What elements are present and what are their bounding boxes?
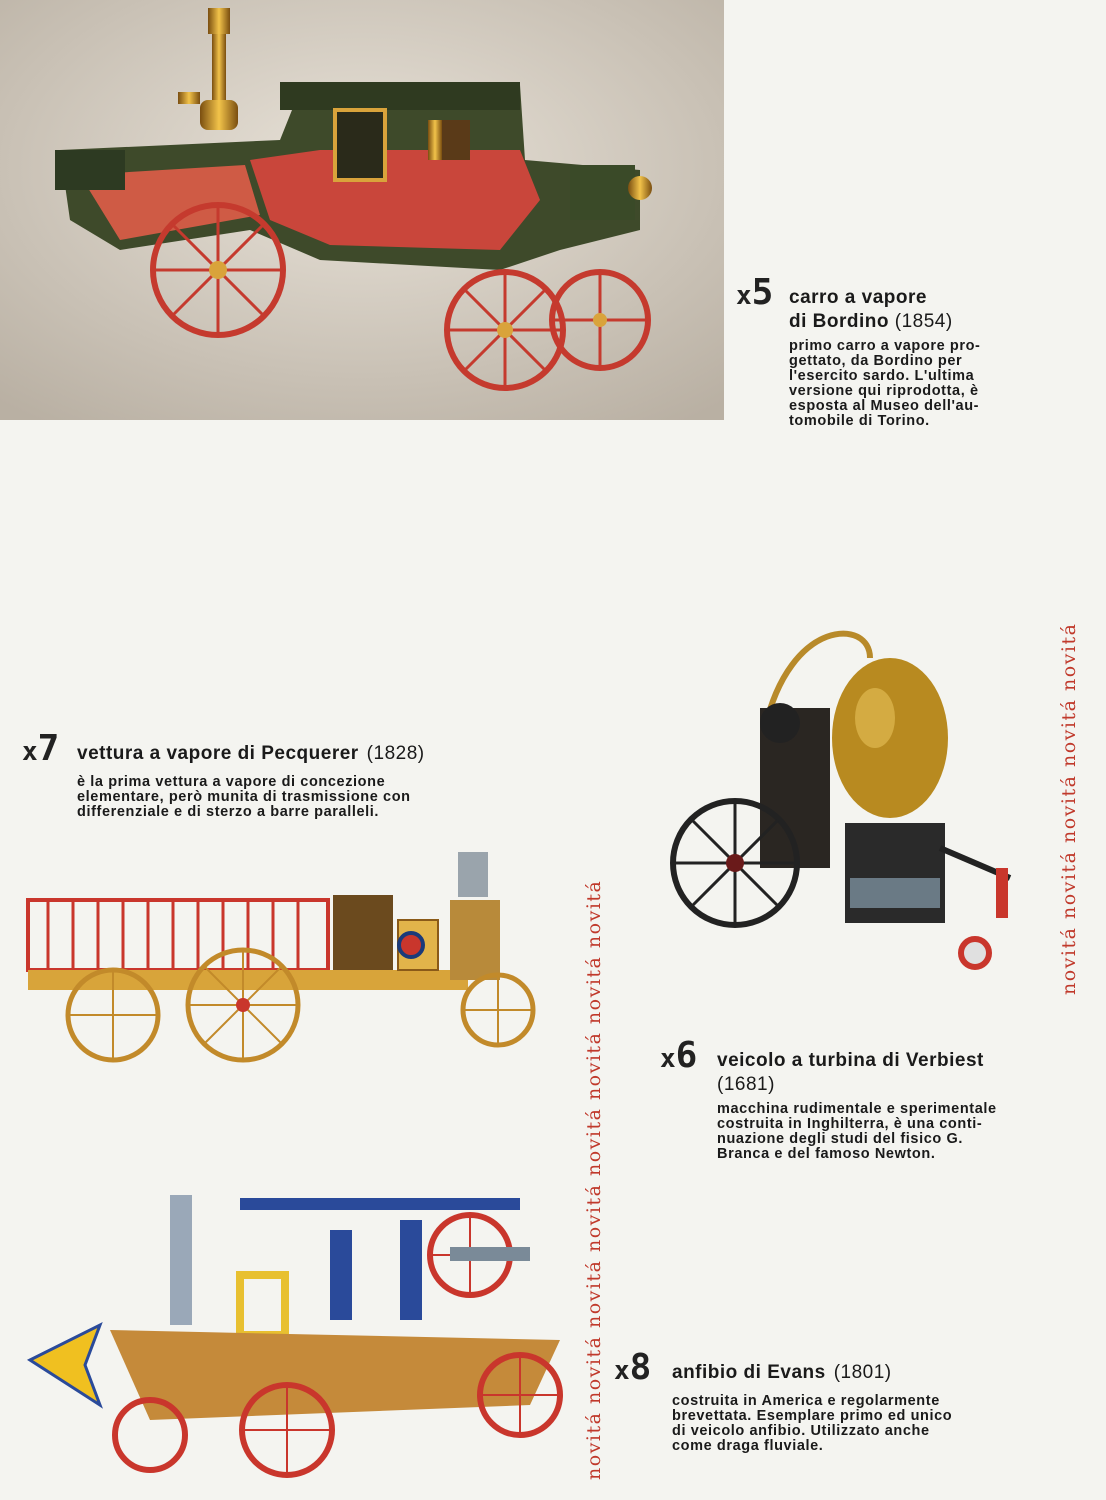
vehicle-title-line2: di Bordino <box>789 311 889 332</box>
vehicle-description <box>717 1102 1042 1162</box>
side-label-novita-right: novitá novitá novitá novitá novitá <box>1058 622 1080 995</box>
desc-line: Branca e del famoso Newton. <box>717 1146 936 1162</box>
vehicle-title: carro a vapore <box>789 287 927 308</box>
desc-line: costruita in Inghilterra, è una conti- <box>717 1116 983 1132</box>
side-label-novita-left: novitá novitá novitá novitá novitá novitá novitá novitá <box>583 879 605 1480</box>
vehicle-title: vettura a vapore di Pecquerer <box>77 743 359 764</box>
vehicle-year: (1801) <box>833 1362 892 1383</box>
code-number: 6 <box>675 1035 698 1076</box>
desc-line: elementare, però munita di trasmissione con <box>77 789 411 805</box>
caption-x8 <box>614 1347 1014 1454</box>
desc-line: nuazione degli studi del fisico G. <box>717 1131 963 1147</box>
caption-x6 <box>660 1035 1060 1162</box>
vehicle-year: (1828) <box>366 743 425 764</box>
desc-line: tomobile di Torino. <box>789 413 930 429</box>
desc-line: brevettata. Esemplare primo ed unico <box>672 1408 953 1424</box>
desc-line: costruita in America e regolarmente <box>672 1393 940 1409</box>
vehicle-description <box>77 775 447 820</box>
desc-line: come draga fluviale. <box>672 1438 824 1454</box>
code-number: 5 <box>751 272 774 313</box>
code-prefix: x <box>660 1044 676 1074</box>
caption-x5 <box>736 272 1036 429</box>
caption-x7 <box>22 728 472 820</box>
code-prefix: x <box>22 737 38 767</box>
vehicle-title: anfibio di Evans <box>672 1362 826 1383</box>
desc-line: è la prima vettura a vapore di concezione <box>77 774 386 790</box>
code-prefix: x <box>614 1356 630 1386</box>
verbiest-vehicle-photo <box>670 598 1050 988</box>
bordino-carriage-photo <box>0 0 724 420</box>
evans-amphibian-illustration <box>20 1190 580 1490</box>
desc-line: versione qui riprodotta, è <box>789 383 979 399</box>
desc-line: esposta al Museo dell'au- <box>789 398 980 414</box>
desc-line: l'esercito sardo. L'ultima <box>789 368 975 384</box>
pecquerer-vehicle-illustration <box>18 840 558 1090</box>
vehicle-description <box>672 1394 1002 1454</box>
vehicle-year: (1854) <box>894 311 953 332</box>
desc-line: macchina rudimentale e sperimentale <box>717 1101 997 1117</box>
vehicle-title: veicolo a turbina di Verbiest <box>717 1050 984 1071</box>
vehicle-description <box>789 339 1029 429</box>
desc-line: di veicolo anfibio. Utilizzato anche <box>672 1423 930 1439</box>
code-number: 7 <box>37 728 60 769</box>
vehicle-year: (1681) <box>717 1074 775 1095</box>
code-prefix: x <box>736 281 752 311</box>
desc-line: differenziale e di sterzo a barre paralleli. <box>77 804 380 820</box>
desc-line: primo carro a vapore pro- <box>789 338 981 354</box>
code-number: 8 <box>629 1347 652 1388</box>
desc-line: gettato, da Bordino per <box>789 353 963 369</box>
